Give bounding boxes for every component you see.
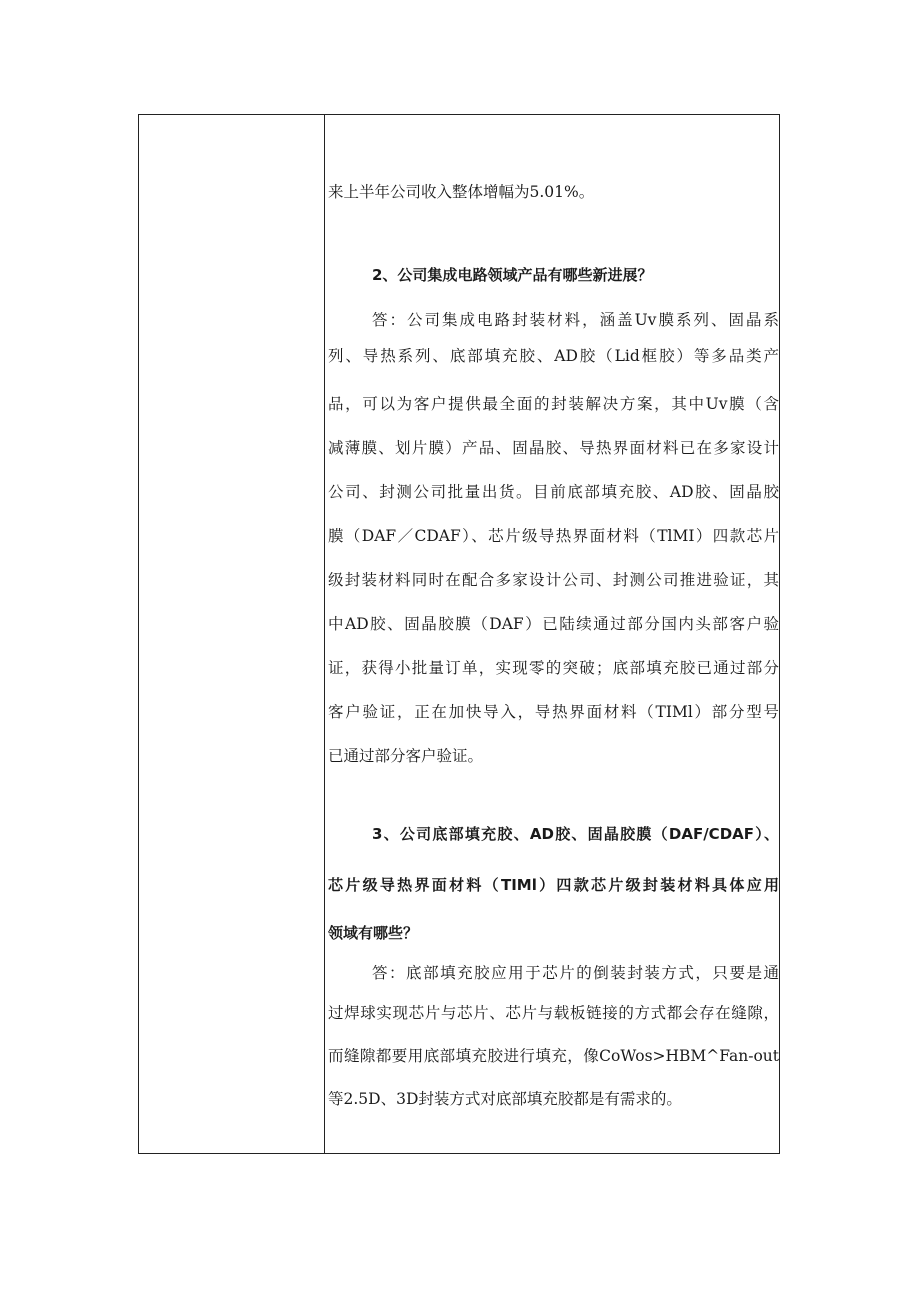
q3-title-line: 3、公司底部填充胶、AD胶、固晶胶膜（DAF/CDAF）、 xyxy=(372,825,779,843)
q3-answer-line: 答：底部填充胶应用于芯片的倒装封装方式，只要是通 xyxy=(372,964,779,982)
q3-answer-line: 而缝隙都要用底部填充胶进行填充，像CoWos>HBM^Fan-out xyxy=(328,1047,779,1065)
q2-answer-line: 膜（DAF／CDAF）、芯片级导热界面材料（TlMI）四款芯片 xyxy=(328,527,779,545)
table-left-cell xyxy=(139,115,325,1153)
q2-answer-line: 公司、封测公司批量出货。目前底部填充胶、AD胶、固晶胶 xyxy=(328,483,779,501)
q2-answer-line: 级封装材料同时在配合多家设计公司、封测公司推进验证，其 xyxy=(328,571,779,589)
q2-answer-line: 已通过部分客户验证。 xyxy=(328,747,484,765)
table-right-cell xyxy=(325,115,779,1153)
q2-answer-line: 证，获得小批量订单，实现零的突破；底部填充胶已通过部分 xyxy=(328,659,779,677)
q3-answer-line: 等2.5D、3D封装方式对底部填充胶都是有需求的。 xyxy=(328,1090,682,1108)
q2-answer-line: 答：公司集成电路封装材料，涵盖Uv膜系列、固晶系 xyxy=(372,311,779,329)
q2-title: 2、公司集成电路领域产品有哪些新进展？ xyxy=(372,266,653,284)
q3-title-line: 芯片级导热界面材料（TIMl）四款芯片级封装材料具体应用 xyxy=(328,876,779,894)
q2-answer-line: 中AD胶、固晶胶膜（DAF）已陆续通过部分国内头部客户验 xyxy=(328,615,779,633)
q3-title-line: 领域有哪些？ xyxy=(328,924,419,942)
q2-answer-line: 客户验证，正在加快导入，导热界面材料（TIMl）部分型号 xyxy=(328,703,779,721)
document-table xyxy=(138,114,780,1154)
q2-answer-line: 列、导热系列、底部填充胶、AD胶（Lid框胶）等多品类产 xyxy=(328,347,779,365)
q3-answer-line: 过焊球实现芯片与芯片、芯片与载板链接的方式都会存在缝隙， xyxy=(328,1004,779,1022)
q2-answer-line: 减薄膜、划片膜）产品、固晶胶、导热界面材料已在多家设计 xyxy=(328,439,779,457)
intro-line: 来上半年公司收入整体增幅为5.01%。 xyxy=(328,183,595,201)
q2-answer-line: 品，可以为客户提供最全面的封装解决方案，其中Uv膜（含 xyxy=(328,395,779,413)
